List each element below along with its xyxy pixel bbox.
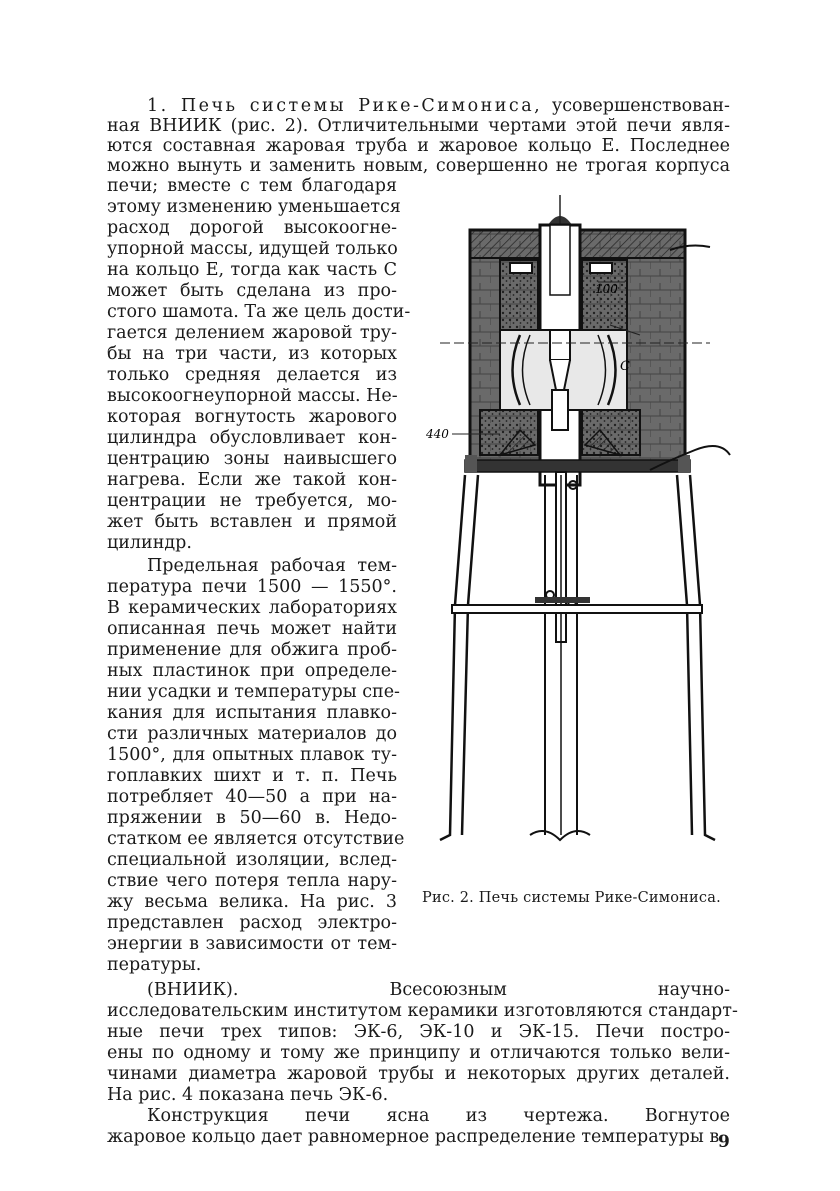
text-line: статком ее является отсутствие <box>107 829 405 849</box>
text-line: ных пластинок при определе- <box>107 661 397 681</box>
text-line: стого шамота. Та же цель дости- <box>107 302 411 322</box>
text-line: гается делением жаровой тру- <box>107 323 397 343</box>
text-line: центрацию зоны наивысшего <box>107 449 397 469</box>
text-line: жаровое кольцо дает равномерное распределение температуры в <box>107 1127 720 1147</box>
text-line: ены по одному и тому же принципу и отличаются только вели- <box>107 1043 730 1063</box>
text-line: ная ВНИИК (рис. 2). Отличительными чертами этой печи явля- <box>107 116 730 136</box>
text-line: применение для обжига проб- <box>107 640 397 660</box>
text-line: кания для испытания плавко- <box>107 703 397 723</box>
text-line: пература печи 1500 — 1550°. <box>107 577 397 597</box>
text-line: пературы. <box>107 955 202 975</box>
text-line: можно вынуть и заменить новым, совершенно не трогая корпуса <box>107 156 730 176</box>
text-line: потребляет 40—50 a при на- <box>107 787 397 807</box>
text-line: 1500°, для опытных плавок ту- <box>107 745 397 765</box>
text-fragment: Конструкция печи ясна из чертежа. Вогнутое <box>147 1106 730 1126</box>
text-line: цилиндра обусловливает кон- <box>107 428 397 448</box>
text-line: цилиндр. <box>107 533 192 553</box>
figure-caption: Рис. 2. Печь системы Рике-Симониса. <box>422 890 721 906</box>
text-line: энергии в зависимости от тем- <box>107 934 397 954</box>
text-line: только средняя делается из <box>107 365 397 385</box>
text-line: На рис. 4 показана печь ЭК-6. <box>107 1085 389 1105</box>
text-line: расход дорогой высокоогне- <box>107 218 397 238</box>
furnace-drawing <box>410 185 740 845</box>
text-line: высокоогнеупорной массы. Не- <box>107 386 398 406</box>
stand-leg <box>440 475 465 840</box>
text-fragment: (ВНИИК). Всесоюзным научно- <box>147 980 730 1000</box>
label-100: 100 <box>595 282 618 296</box>
section-heading <box>107 980 147 1000</box>
text-line <box>107 1106 730 1126</box>
text-line: бы на три части, из которых <box>107 344 397 364</box>
text-line: может быть сделана из про- <box>107 281 397 301</box>
text-line: ются составная жаровая труба и жаровое кольцо E. Последнее <box>107 136 730 156</box>
text-line: упорной массы, идущей только <box>107 239 398 259</box>
text-line: центрации не требуется, мо- <box>107 491 397 511</box>
text-line: пряжении в 50—60 в. Недо- <box>107 808 397 828</box>
text-fragment: усовершенствован- <box>551 96 730 116</box>
text-line: описанная печь может найти <box>107 619 397 639</box>
text-line: на кольцо E, тогда как часть C <box>107 260 397 280</box>
text-line <box>107 980 730 1000</box>
text-line: специальной изоляции, вслед- <box>107 850 397 870</box>
text-line: Предельная рабочая тем- <box>147 556 397 576</box>
stand-leg <box>690 475 715 840</box>
text-line: В керамических лабораториях <box>107 598 397 618</box>
text-line: которая вогнутость жарового <box>107 407 397 427</box>
text-line: сти различных материалов до <box>107 724 397 744</box>
text-line: нии усадки и температуры спе- <box>107 682 400 702</box>
text-line: этому изменению уменьшается <box>107 197 401 217</box>
text-line: нагрева. Если же такой кон- <box>107 470 397 490</box>
text-line: исследовательским институтом керамики изготовляются стандарт- <box>107 1001 738 1021</box>
furnace-figure <box>410 185 740 845</box>
text-line: жет быть вставлен и прямой <box>107 512 397 532</box>
text-line: жу весьма велика. На рис. 3 <box>107 892 397 912</box>
cross-brace <box>452 605 702 613</box>
text-line: представлен расход электро- <box>107 913 397 933</box>
text-line: ствие чего потеря тепла нару- <box>107 871 397 891</box>
text-line: ные печи трех типов: ЭК-6, ЭК-10 и ЭК-15. Печи постро- <box>107 1022 730 1042</box>
label-c: C <box>620 359 630 374</box>
label-440: 440 <box>426 427 449 441</box>
section-heading: 1. Печь системы Рике-Симониса, <box>147 96 543 116</box>
text-line: чинами диаметра жаровой трубы и некоторых других деталей. <box>107 1064 730 1084</box>
text-line: печи; вместе с тем благодаря <box>107 176 397 196</box>
text-line: гоплавких шихт и т. п. Печь <box>107 766 397 786</box>
section-heading <box>107 1106 147 1126</box>
page-number: 9 <box>718 1132 730 1152</box>
text-line <box>107 96 730 116</box>
